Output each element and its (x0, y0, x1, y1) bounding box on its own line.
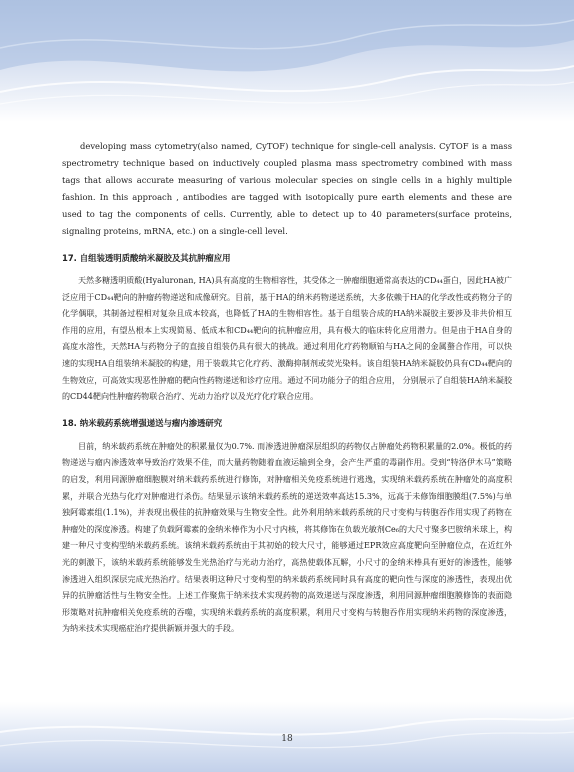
page-content (62, 138, 512, 638)
header-wave-graphic (0, 0, 574, 122)
section-18-heading: 18. 纳米载药系统增强递送与瘤内渗透研究 (62, 417, 223, 428)
section-17-body: 天然多糖透明质酸(Hyaluronan, HA)具有高度的生物相容性，其受体之一肿瘤细胞通常高表达的CD₄₄蛋白，因此HA被广泛应用于CD₄₄靶向的肿瘤药物递送和成像研究。目前，基于HA的纳米药物递送系统，大多依赖于HA的化学改性或药物分子的化学偶联，其制备过程相对复杂且成本较高，也降低了HA的生物相容性。基于自组装合成的HA纳米凝胶主要涉及非共价相互作用的应用，有望丛根本上实现简易、低成本和CD₄₄靶向的抗肿瘤应用，具有极大的临床转化应用潜力。但是由于HA自身的高度水溶性，天然HA与药物分子的直接自组装仍具有很大的挑战。通过利用化疗药物顺铂与HA之间的金属螯合作用，可以快速的实现HA自组装纳米凝胶的构建，用于装载其它化疗药、激酶抑制剂或荧光染料。该自组装HA纳米凝胶仍具有CD₄₄靶向的生物效应，可高效实现恶性肿瘤的靶向性药物递送和诊疗应用。通过不同功能分子的组合应用， 分别展示了自组装HA纳米凝胶的CD44靶向性肿瘤药物联合治疗、光动力治疗以及光疗化疗联合应用。 (62, 276, 513, 402)
header-wave-banner (0, 0, 574, 122)
section-17-heading: 17. 自组装透明质酸纳米凝胶及其抗肿瘤应用 (62, 253, 231, 263)
cytof-continuation-paragraph: developing mass cytometry(also named, CyTOF) technique for single-cell analysis. CyTOF is a mass spectrometry technique based on inductively coupled plasma mass spectrometry combined with mass tags that allows accurate measuring of various molecular species on single cells in a highly multiple fashion. In this approach , antibodies are tagged with isotopically pure earth elements and these are used to tag the components of cells. Currently, able to detect up to 40 parameters(surface proteins, signaling proteins, mRNA, etc.) on a single-cell level. (62, 141, 512, 236)
section-18-body: 目前，纳米载药系统在肿瘤处的积累量仅为0.7%. 而渗透进肿瘤深层组织的药物仅占肿瘤处药物积累量的2.0%。极低的药物递送与瘤内渗透效率导致治疗效果不佳，而大量药物随着血液运输到全身，会产生严重的毒副作用。受到“特洛伊木马”策略的启发，利用同源肿瘤细胞膜对纳米载药系统进行修饰，对肿瘤相关免疫系统进行逃逸，实现纳米载药系统在肿瘤处的高度积累，并联合光热与化疗对肿瘤进行杀伤。结果显示该纳米载药系统的递送效率高达15.3%，远高于未修饰细胞膜组(7.5%)与单独阿霉素组(1.1%)，并表现出极佳的抗肿瘤效果与生物安全性。此外利用纳米载药系统的尺寸变构与转胞吞作用实现了药物在肿瘤处的深度渗透。构建了负载阿霉素的金纳米棒作为小尺寸内核，将其修饰在负载光敏剂Ce₆的大尺寸聚多巴胺纳米球上，构建一种尺寸变构型纳米载药系统。该纳米载药系统由于其初始的较大尺寸，能够通过EPR效应高度靶向至肿瘤位点，在近红外光的刺激下，该纳米载药系统能够发生光热治疗与光动力治疗，高热使载体瓦解，小尺寸的金纳米棒具有更好的渗透性，能够渗透进入组织深层完成光热治疗。结果表明这种尺寸变构型的纳米载药系统同时具有高度的靶向性与深度的渗透性，表现出优异的抗肿瘤活性与生物安全性。上述工作聚焦于纳米技术实现药物的高效递送与深度渗透，利用同源肿瘤细胞膜修饰的表面隐形策略对抗肿瘤相关免疫系统的吞噬，实现纳米载药系统的高度积累，利用尺寸变构与转胞吞作用实现纳米药物的深度渗透，为纳米技术实现癌症治疗提供新颖并强大的手段。 (62, 441, 512, 634)
page-number: 18 (281, 734, 293, 744)
